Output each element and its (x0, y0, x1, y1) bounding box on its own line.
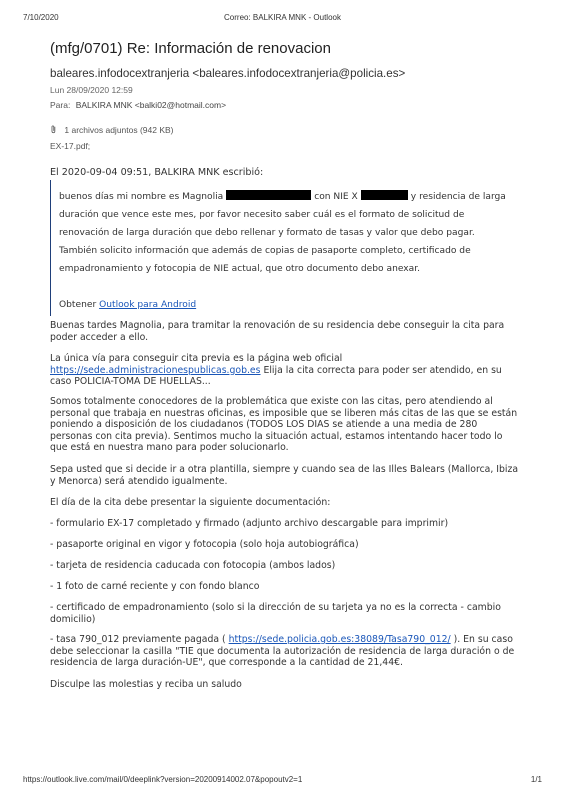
sede-link[interactable]: https://sede.administracionespublicas.gob.es (50, 364, 261, 376)
document-list-item: - formulario EX-17 completado y firmado (adjunto archivo descargable para imprimir) (50, 518, 449, 529)
redaction-bar (361, 190, 408, 200)
attachments-count: 1 archivos adjuntos (942 KB) (64, 125, 174, 135)
tasa-link[interactable]: https://sede.policia.gob.es:38089/Tasa790_012/ (228, 634, 451, 645)
paperclip-icon (50, 125, 57, 134)
print-page-title: Correo: BALKIRA MNK - Outlook (224, 13, 341, 22)
quoted-line: También solicito información que además de copias de pasaporte completo, certificado de (59, 246, 471, 256)
outlook-android-link[interactable]: Outlook para Android (99, 300, 197, 310)
print-url: https://outlook.live.com/mail/0/deeplink?version=20200914002.07&popoutv2=1 (23, 775, 303, 784)
reply-text: Elija la cita correcta para poder ser atendido, en su caso POLICIA-TOMA DE HUELLAS... (50, 364, 502, 387)
quoted-line: renovación de larga duración que debo rellenar y formato de tasas y valor que debo pagar. (59, 228, 475, 238)
document-list-item: - certificado de empadronamiento (solo si la dirección de su tarjeta ya no es la correcta - cambio domicilio) (50, 602, 501, 625)
print-page-number: 1/1 (530, 775, 542, 784)
quoted-text: con NIE X (314, 192, 358, 202)
print-date: 7/10/2020 (23, 13, 59, 22)
document-list-item: - tarjeta de residencia caducada con fotocopia (ambos lados) (50, 560, 336, 571)
document-list-item: - pasaporte original en vigor y fotocopia (solo hoja autobiográfica) (50, 539, 359, 550)
reply-paragraph: Sepa usted que si decide ir a otra plantilla, siempre y cuando sea de las Illes Balears (Mallorca, Ibiza y Menorca) será atendido igualmente. (50, 464, 519, 487)
quoted-text: y residencia de larga (410, 192, 506, 202)
attachment-file[interactable]: EX-17.pdf; (50, 141, 91, 151)
quoted-header: El 2020-09-04 09:51, BALKIRA MNK escribió: (50, 167, 264, 178)
reply-text: ). En su caso debe seleccionar la casilla "TIE que documenta la autorización de residencia de larga duración o de residencia de larga duración-UE", que corresponde a la cantidad de 21,44€. (50, 634, 515, 668)
attachments-summary[interactable] (50, 125, 174, 135)
quoted-body (59, 188, 514, 278)
reply-text: - tasa 790_012 previamente pagada ( (50, 634, 229, 645)
signature-text: Obtener (59, 300, 97, 310)
quoted-line: duración que vence este mes, por favor necesito saber cuál es el formato de solicitud de (59, 210, 465, 220)
quoted-message (50, 180, 518, 316)
email-date: Lun 28/09/2020 12:59 (50, 85, 133, 95)
email-subject: (mfg/0701) Re: Información de renovacion (50, 40, 331, 57)
quoted-line: empadronamiento y fotocopia de NIE actual, que otro documento debo anexar. (59, 264, 421, 274)
reply-paragraph (50, 353, 520, 388)
reply-text: La única vía para conseguir cita previa es la página web oficial (50, 353, 343, 364)
quoted-signature (59, 300, 196, 310)
to-recipient[interactable]: BALKIRA MNK <balki02@hotmail.com> (75, 100, 227, 110)
redaction-bar (226, 190, 311, 200)
quoted-line (59, 188, 514, 206)
print-footer (23, 775, 542, 787)
document-list-item (50, 634, 520, 669)
reply-closing: Disculpe las molestias y reciba un saludo (50, 679, 242, 690)
print-header (23, 13, 542, 25)
reply-paragraph: Buenas tardes Magnolia, para tramitar la renovación de su residencia debe conseguir la cita para poder acceder a ello. (50, 320, 505, 343)
reply-paragraph: Somos totalmente conocedores de la problemática que existe con las citas, pero atendiendo al personal que trabaja en nuestras oficinas, es imposible que se liberen más citas de las que se están poniendo a disposición de los ciudadanos (TODOS LOS DIAS se atiende a una media de 280 personas con cita previa). Sentimos mucho la situación actual, estamos intentando hacer todo lo que está en nuestra mano para poder solucionarlo. (50, 396, 518, 453)
email-sender[interactable]: baleares.infodocextranjeria <baleares.infodocextranjeria@policia.es> (50, 67, 406, 80)
document-list-item: - 1 foto de carné reciente y con fondo blanco (50, 581, 260, 592)
quoted-text: buenos días mi nombre es Magnolia (59, 192, 224, 202)
email-recipient-line (50, 100, 226, 110)
reply-paragraph: El día de la cita debe presentar la siguiente documentación: (50, 497, 331, 508)
to-label: Para: (50, 100, 71, 110)
